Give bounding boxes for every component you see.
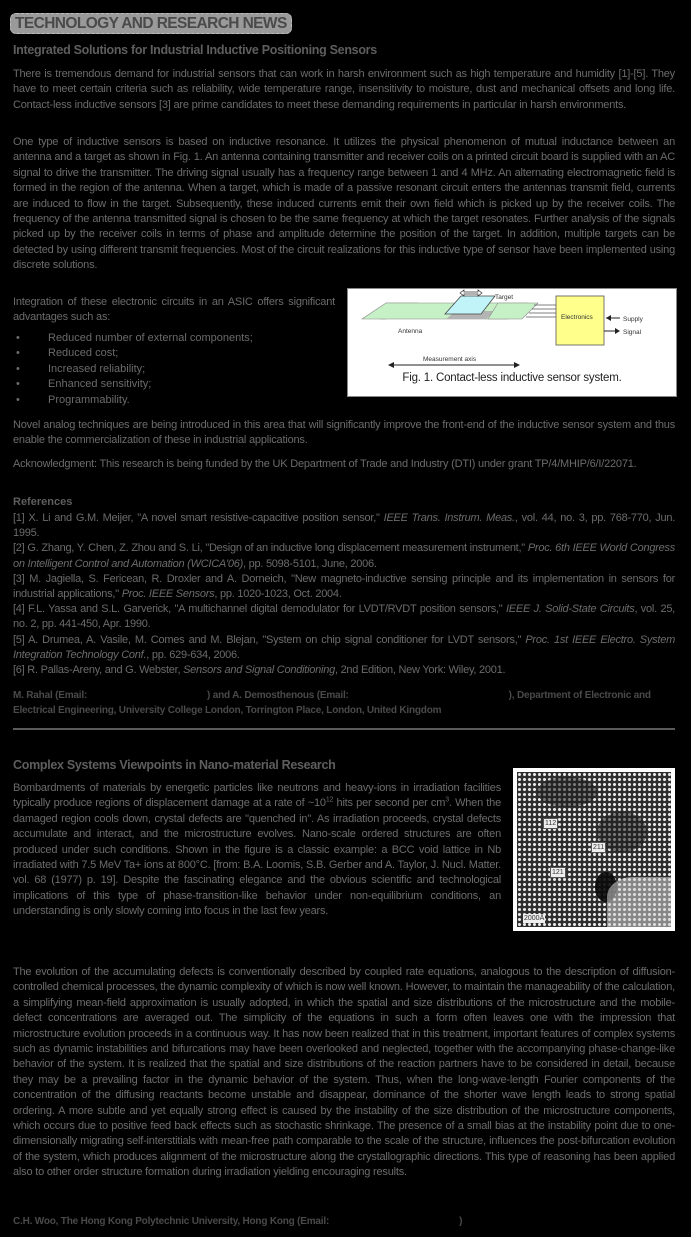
reference-text: [1] X. Li and G.M. Meijer, "A novel smart resistive-capacitive position sensor," <box>13 512 384 524</box>
paragraph-text: Bombardments of materials by energetic particles like neutrons and heavy-ions in irradiation facilities typically produce regions of displacement damage at a rate of ~10 <box>13 782 501 810</box>
list-item-text: Enhanced sensitivity; <box>48 378 152 391</box>
shading <box>607 877 671 927</box>
reference-text: , vol. 44, no. 3, pp. 768-770, Jun. 1995. <box>13 512 676 540</box>
reference-source: IEEE J. Solid-State Circuits <box>505 603 635 616</box>
target-label: Target <box>495 294 514 301</box>
reference-item <box>13 511 675 541</box>
measurement-axis-label: Measurement axis <box>423 356 477 363</box>
advantages-list <box>13 331 343 408</box>
bullet-icon: • <box>16 347 20 360</box>
reference-source: Sensors and Signal Conditioning <box>183 664 335 677</box>
reference-text: [2] G. Zhang, Y. Chen, Z. Zhou and S. Li, "Design of an inductive long displacement measurement instrument," <box>13 542 528 555</box>
references-heading: References <box>13 496 73 508</box>
micrograph-image <box>517 772 671 927</box>
reference-item <box>13 602 675 632</box>
article-paragraph <box>13 781 501 920</box>
paragraph-text: . When the damaged region cools down, crystal defects are "quenched in". As irradiation proceeds, crystal defects accumulate and interact, and the microstructure evolves. Nano-scale ordered structures are often produced under such conditions. Shown in the figure is a classic example: a BCC void lattice in Nb irradiated with 7.5 MeV Ta+ ions at 800°C. [from: B.A. Loomis, S.B. Gerber and A. Taylor, J. Nucl. Matter. vol. 68 (1977) p. 19]. Despite the fascinating elegance and the obvious scientific and technological implications of this type of phase-transition-like behavior under non-equilibrium conditions, an understanding is only slowly coming into focus in the last few years. <box>13 797 501 918</box>
antenna-label: Antenna <box>398 328 423 335</box>
supply-label: Supply <box>623 316 643 323</box>
reference-source: Proc. IEEE Sensors <box>121 588 215 601</box>
list-item-text: Reduced number of external components; <box>48 332 253 344</box>
article-paragraph: Integration of these electronic circuits in an ASIC offers significant advantages such as: <box>13 296 335 324</box>
scale-bar-label: 2000Å <box>524 915 545 922</box>
reference-text: , pp. 1020-1023, Oct. 2004. <box>214 588 342 601</box>
reference-text: [4] F.L. Yassa and S.L. Garverick, "A multichannel digital demodulator for LVDT/RVDT position sensors," <box>13 603 506 616</box>
reference-item <box>13 572 675 602</box>
list-item <box>13 362 343 377</box>
list-item <box>13 346 343 361</box>
author-text: ) and A. Demosthenous (Email: <box>207 690 349 701</box>
reference-source: Proc. 1st IEEE Electro. System Integration Technology Conf. <box>13 633 675 661</box>
signal-label: Signal <box>623 329 642 336</box>
paragraph-text: hits per second per cm <box>333 797 446 810</box>
reference-source: Proc. 6th IEEE World Congress on Intelligent Control and Automation (WCICA'06) <box>13 542 675 570</box>
figure-sensor-system <box>347 288 677 397</box>
author-text: ) <box>459 1216 463 1227</box>
reference-source: IEEE Trans. Instrum. Meas. <box>383 512 515 524</box>
article-title: Integrated Solutions for Industrial Inductive Positioning Sensors <box>13 43 377 57</box>
article-paragraph: The evolution of the accumulating defects is conventionally described by coupled rate equations, analogous to the description of diffusion-controlled chemical processes, the dynamic complexity of which is now well known. However, to maintain the manageability of the calculation, a simplifying mean-field approximation is usually adopted, in which the spatial and size distributions of the microstructure and the mobile-defect concentrations are averaged out. The simplicity of the equations in such a form often leaves one with the impression that microstructure evolution proceeds in a continuous way. It has now been realized that in this treatment, important features of complex systems such as dynamic instabilities and bifurcations may have been overlooked and neglected, together with the accompanying phase-change-like behavior of the system. It is realized that the spatial and size distributions of the reaction partners have to be considered in detail, because they may be a prevailing factor in the dynamic behavior of the system. Thus, when the long-wave-length Fourier components of the concentration of the diffusing reactants become unstable and disappear, dominance of the shorter wave length leads to strong spatial ordering. A more subtle and yet equally strong effect is caused by the instability of the size distribution of the microstructure components, which occurs due to positive feed back effects such as stochastic shrinkage. The presence of a small bias at the instability point due to one-dimensionally migrating self-interstitials with mean-free path comparable to the scale of the structure, influences the post-bifurcation evolution of the system, which produces alignment of the microstructure along the crystallographic directions. This type of reasoning has been applied also to other order structure formation during irradiation yielding encouraging results. <box>13 966 675 1179</box>
reference-text: , 2nd Edition, New York: Wiley, 2001. <box>334 664 506 677</box>
list-item-text: Programmability. <box>48 393 130 406</box>
list-item <box>13 377 343 392</box>
figure-void-lattice <box>513 768 675 931</box>
reference-item <box>13 541 675 571</box>
reference-text: , vol. 25, no. 2, pp. 441-450, Apr. 1990. <box>13 603 675 631</box>
reference-text: [3] M. Jagiella, S. Fericean, R. Droxler and A. Dorneich, "New magneto-inductive sensing principle and its implementation in sensors for industrial applications," <box>13 572 675 601</box>
acknowledgment: Acknowledgment: This research is being funded by the UK Department of Trade and Industry (DTI) under grant TP/4/MHIP/6/I/22071. <box>13 458 637 470</box>
reference-text: , pp. 5098-5101, June, 2006. <box>242 557 377 570</box>
article-authors <box>13 1214 675 1229</box>
author-text: C.H. Woo, The Hong Kong Polytechnic University, Hong Kong (Email: <box>13 1216 330 1227</box>
author-text: M. Rahal (Email: <box>13 690 88 701</box>
article-paragraph: There is tremendous demand for industrial sensors that can work in harsh environment such as high temperature and humidity [1]-[5]. They have to meet certain criteria such as reliability, wide temperature range, insensitivity to moisture, dust and mechanical offsets and long life. Contact-less inductive sensors [3] are prime candidates to meet these demanding requirements in particular in harsh environments. <box>13 68 675 111</box>
reference-text: [6] R. Pallas-Areny, and G. Webster, <box>13 664 184 677</box>
article-title: Complex Systems Viewpoints in Nano-material Research <box>13 758 336 772</box>
lattice-label: 121 <box>552 869 564 876</box>
section-banner: TECHNOLOGY AND RESEARCH NEWS <box>10 13 292 34</box>
reference-text: , pp. 629-634, 2006. <box>146 648 240 661</box>
bullet-icon: • <box>16 393 20 406</box>
list-item-text: Increased reliability; <box>48 362 146 375</box>
references-list <box>13 511 675 678</box>
section-divider <box>13 728 675 730</box>
article-authors <box>13 688 675 718</box>
list-item-text: Reduced cost; <box>48 347 119 360</box>
list-item <box>13 393 343 408</box>
electronics-label: Electronics <box>561 314 593 321</box>
superscript: 12 <box>325 796 334 804</box>
lattice-label: 211 <box>593 844 605 851</box>
lattice-label: 112 <box>545 820 557 827</box>
bullet-icon: • <box>16 362 20 375</box>
list-item <box>13 331 343 346</box>
article-paragraph: Novel analog techniques are being introduced in this area that will significantly improve the front-end of the inductive sensor system and thus enable the commercialization of these in industrial applications. <box>13 419 675 447</box>
bullet-icon: • <box>16 332 20 344</box>
shading <box>537 777 597 807</box>
bullet-icon: • <box>16 378 20 391</box>
reference-text: [5] A. Drumea, A. Vasile, M. Comes and M. Blejan, "System on chip signal conditioner for LVDT sensors," <box>13 633 526 646</box>
reference-item <box>13 663 675 678</box>
reference-item <box>13 633 675 663</box>
superscript: 3 <box>445 796 449 804</box>
figure-caption: Fig. 1. Contact-less inductive sensor system. <box>402 372 622 384</box>
article-paragraph: One type of inductive sensors is based on inductive resonance. It utilizes the physical phenomenon of mutual inductance between an antenna and a target as shown in Fig. 1. An antenna containing transmitter and receiver coils on a printed circuit board is supplied with an AC signal to drive the transmitter. The driving signal usually has a frequency range between 1 and 4 MHz. An alternating electromagnetic field is formed in the region of the antenna. When a target, which is made of a passive resonant circuit enters the antennas transmit field, currents are induced to flow in the target. Subsequently, these induced currents emit their own field which is picked up by the receiver coils. The frequency of the antenna transmitted signal is chosen to be the same frequency at which the target resonates. Further analysis of the signals picked up by the receiver coils in terms of phase and amplitude determine the position of the target. In addition, multiple targets can be detected by using different transmit frequencies. Most of the circuit realizations for this inductive type of sensor have been implemented using discrete solutions. <box>13 136 675 272</box>
author-text: ), Department of Electronic and Electrical Engineering, University College London, Torrington Place, London, United Kingdom <box>13 690 651 716</box>
